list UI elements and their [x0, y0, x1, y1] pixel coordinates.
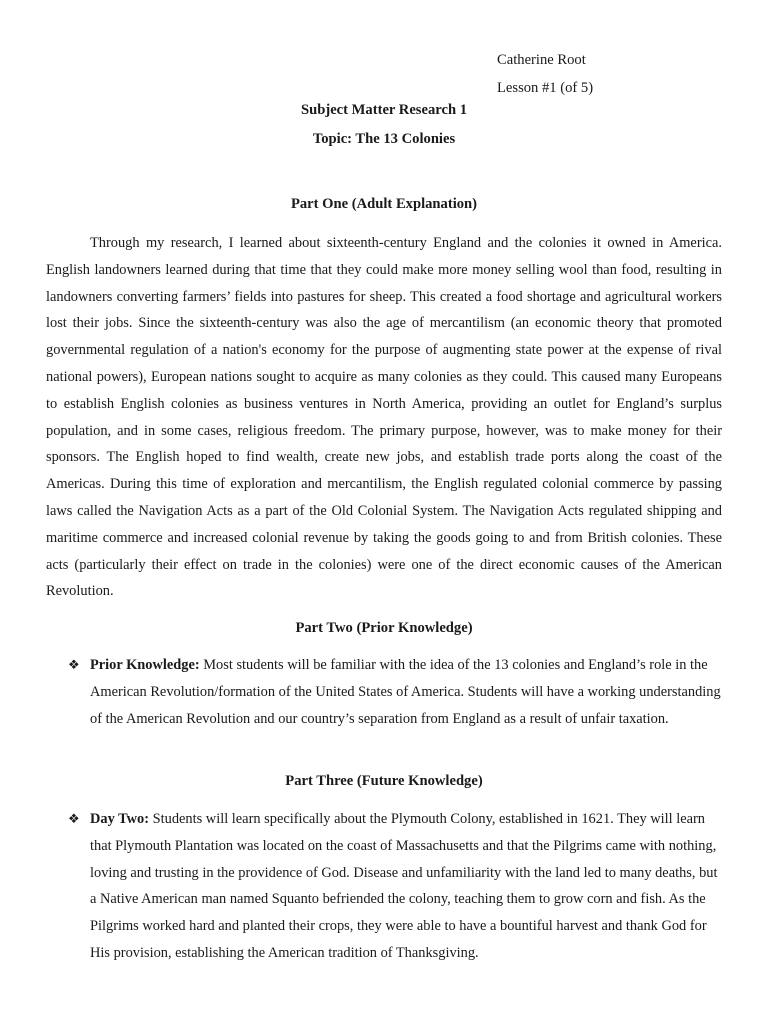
bullet-text [68, 652, 722, 732]
part-one-heading: Part One (Adult Explanation) [290, 196, 478, 212]
bullet-label: Day Two: [90, 811, 150, 827]
diamond-bullet-icon: ❖ [68, 657, 80, 672]
part-three-heading: Part Three (Future Knowledge) [285, 773, 483, 789]
author-name: Catherine Root [497, 52, 586, 68]
document-topic: Topic: The 13 Colonies [312, 131, 456, 147]
bullet-text [68, 806, 722, 967]
bullet-label: Prior Knowledge: [90, 657, 200, 673]
diamond-bullet-icon: ❖ [68, 811, 80, 826]
author-block [497, 46, 593, 102]
part-one-paragraph: Through my research, I learned about sixteenth-century England and the colonies it owned in America. English landowners learned during that time that they could make more money selling wool than food, resulting in landowners converting farmers’ fields into pastures for sheep. This created a food shortage and agricultural workers lost their jobs. Since the sixteenth-century was also the age of mercantilism (an economic theory that promoted governmental regulation of a nation's economy for the purpose of augmenting state power at the expense of rival national powers), European nations sought to acquire as many colonies as they could. This caused many Europeans to establish English colonies as business ventures in North America, providing an outlet for England’s surplus population, and in some cases, religious freedom. The primary purpose, however, was to make money for their sponsors. The English hoped to find wealth, create new jobs, and establish trade ports along the coast of the Americas. During this time of exploration and mercantilism, the English regulated colonial commerce by passing laws called the Navigation Acts as a part of the Old Colonial System. The Navigation Acts regulated shipping and maritime commerce and increased colonial revenue by taking the goods going to and from British colonies. These acts (particularly their effect on trade in the colonies) were one of the direct economic causes of the American Revolution. [46, 235, 722, 600]
part-two-heading: Part Two (Prior Knowledge) [295, 620, 473, 636]
bullet-body: Most students will be familiar with the idea of the 13 colonies and England’s role in the American Revolution/formation of the United States of America. Students will have a working understanding of the American Revolution and our country’s separation from England as a result of unfair taxation. [90, 657, 721, 727]
document-title: Subject Matter Research 1 [300, 102, 468, 118]
prior-knowledge-bullet [68, 652, 722, 732]
bullet-body: Students will learn specifically about the Plymouth Colony, established in 1621. They will learn that Plymouth Plantation was located on the coast of Massachusetts and that the Pilgrims came with nothing, loving and trusting in the providence of God. Disease and unfamiliarity with the land led to many deaths, but a Native American man named Squanto befriended the colony, teaching them to grow corn and fish. As the Pilgrims worked hard and planted their crops, they were able to have a bountiful harvest and thank God for His provision, establishing the American tradition of Thanksgiving. [90, 811, 718, 961]
lesson-number: Lesson #1 (of 5) [497, 80, 594, 96]
day-two-bullet [68, 806, 722, 967]
